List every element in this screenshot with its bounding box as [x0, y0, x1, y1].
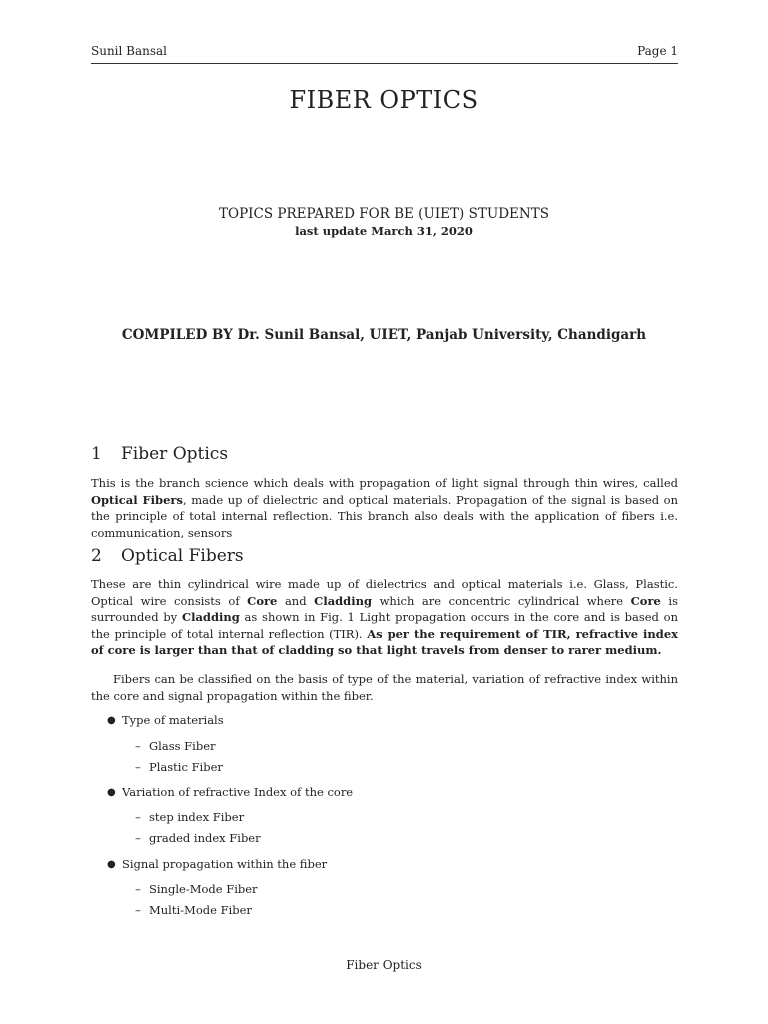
document-subtitle: TOPICS PREPARED FOR BE (UIET) STUDENTS — [219, 206, 549, 222]
text-run: is surrounded by — [91, 593, 679, 624]
sub-list-item — [135, 882, 258, 896]
sub-list-item — [135, 831, 261, 845]
bullet-label: Type of materials — [122, 713, 224, 727]
term-core: Core — [247, 593, 278, 608]
header-author: Sunil Bansal — [91, 44, 168, 58]
term-core: Core — [630, 593, 661, 608]
sub-list-item — [135, 810, 244, 824]
term-cladding: Cladding — [314, 593, 372, 608]
sub-item-label: graded index Fiber — [149, 831, 261, 845]
document-title: FIBER OPTICS — [289, 86, 479, 114]
bullet-item — [107, 857, 327, 871]
header-page-number: Page 1 — [637, 44, 678, 58]
text-run: which are concentric cylindrical where — [372, 593, 631, 608]
sub-item-label: Single-Mode Fiber — [149, 882, 258, 896]
bullet-icon: ● — [107, 786, 116, 798]
section-2-paragraph-1 — [91, 576, 678, 659]
text-run: This is the branch science which deals with propagation of light signal through thin wires, called — [91, 476, 678, 490]
sub-list-item — [135, 903, 252, 917]
term-cladding: Cladding — [181, 610, 240, 624]
sub-list-item — [135, 760, 223, 774]
compiled-by: COMPILED BY Dr. Sunil Bansal, UIET, Panjab University, Chandigarh — [121, 327, 647, 343]
sub-list-item — [135, 739, 216, 753]
running-header — [91, 44, 678, 64]
section-1-paragraph — [91, 475, 678, 541]
sub-item-label: Plastic Fiber — [149, 760, 223, 774]
bullet-icon: ● — [107, 858, 116, 870]
last-update: last update March 31, 2020 — [295, 224, 473, 238]
section-2-heading — [91, 546, 244, 566]
text-run: These are thin cylindrical wire made up of dielectrics and optical materials i.e. Glass, Plastic. Optical wire consists of — [91, 577, 678, 608]
text-run: as shown in Fig. 1 Light propagation occurs in the core and is based on the principle of total internal reflection (TIR). — [91, 610, 678, 641]
sub-item-label: step index Fiber — [149, 810, 245, 824]
text-run: and — [277, 593, 315, 608]
dash-icon: – — [135, 739, 141, 753]
sub-item-label: Glass Fiber — [149, 739, 216, 753]
section-1-title: Fiber Optics — [121, 444, 229, 464]
running-footer: Fiber Optics — [346, 958, 422, 972]
dash-icon: – — [135, 903, 141, 917]
term-optical-fibers: Optical Fibers — [91, 492, 183, 507]
tir-requirement-statement: As per the requirement of TIR, refractive index of core is larger than that of cladding so that light travels from denser to rarer medium. — [91, 626, 678, 657]
bullet-icon: ● — [107, 714, 116, 726]
section-1-number: 1 — [91, 444, 102, 464]
section-2-number: 2 — [91, 546, 102, 566]
bullet-label: Signal propagation within the fiber — [122, 857, 328, 871]
dash-icon: – — [135, 882, 141, 896]
dash-icon: – — [135, 810, 141, 824]
bullet-label: Variation of refractive Index of the core — [122, 785, 354, 799]
bullet-item — [107, 713, 224, 727]
section-2-paragraph-2: Fibers can be classified on the basis of type of the material, variation of refractive index within the core and signal propagation within the fiber. — [91, 672, 678, 703]
sub-item-label: Multi-Mode Fiber — [149, 903, 252, 917]
section-1-heading — [91, 444, 228, 464]
dash-icon: – — [135, 831, 141, 845]
bullet-item — [107, 785, 353, 799]
dash-icon: – — [135, 760, 141, 774]
text-run: , made up of dielectric and optical materials. Propagation of the signal is based on the principle of total internal reflection. This branch also deals with the application of fibers i.e. communication, sensors — [91, 492, 678, 540]
section-2-title: Optical Fibers — [121, 546, 244, 566]
